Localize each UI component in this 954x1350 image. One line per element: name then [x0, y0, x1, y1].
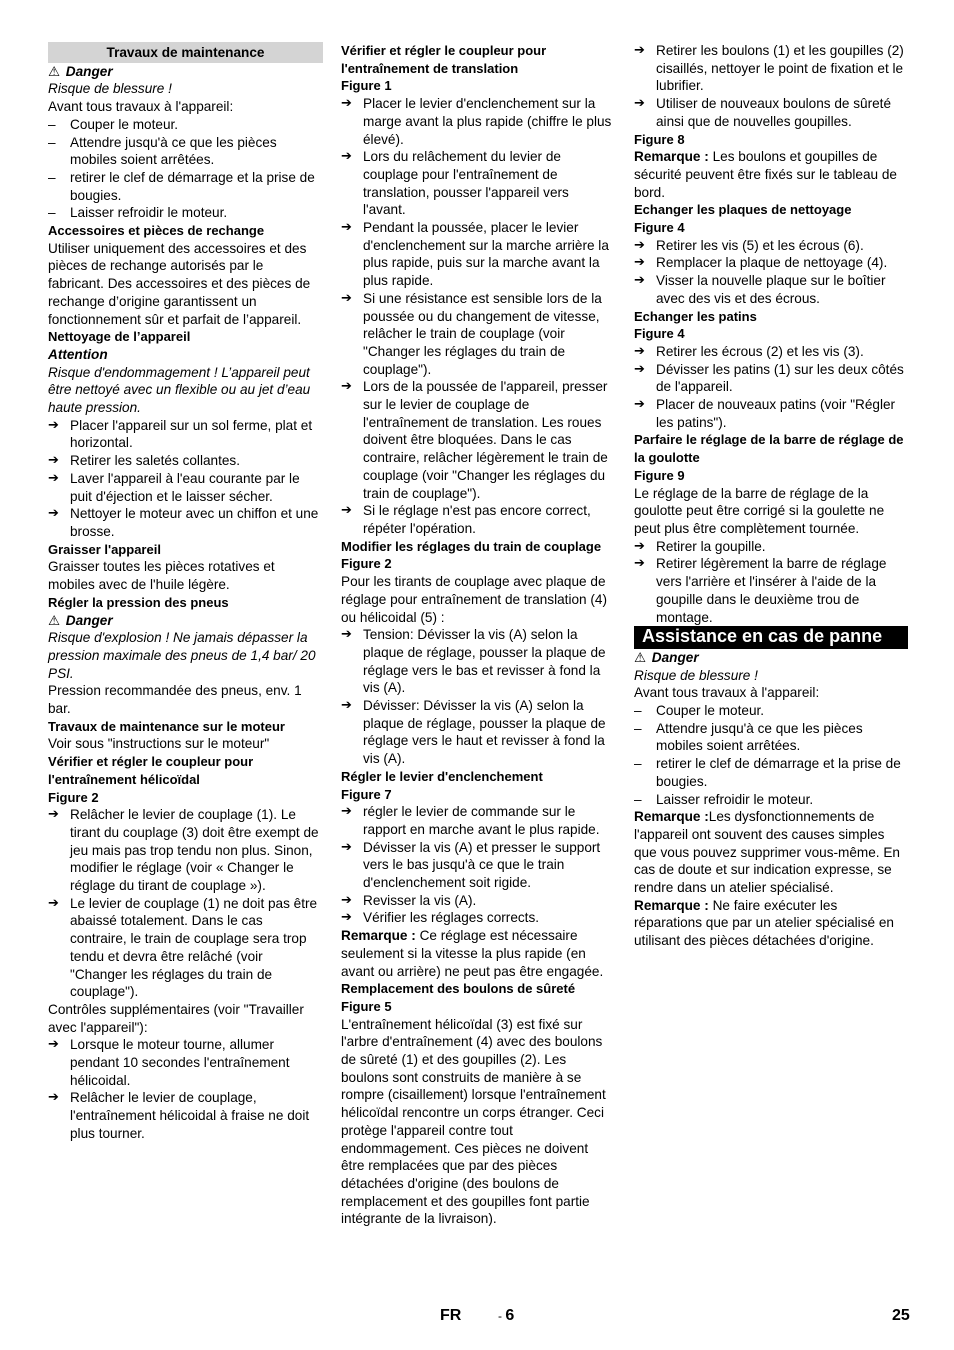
- page-dash: -: [498, 1309, 506, 1323]
- dash-item: – Couper le moteur.: [634, 702, 908, 720]
- arrow-step: ➔ Si le réglage n'est pas encore correct, répéter l'opération.: [341, 502, 613, 537]
- arrow-step: ➔ Dévisser les patins (1) sur les deux côtés de l'appareil.: [634, 361, 908, 396]
- figure-ref: Figure 5: [341, 998, 392, 1014]
- paragraph: Le réglage de la barre de réglage de la goulotte peut être corrigé si la goulette ne peut plus être complètement tournée.: [634, 485, 885, 536]
- remark: [634, 148, 908, 201]
- column-middle: [341, 42, 613, 1228]
- arrow-step: ➔ Lors de la poussée de l'appareil, presser sur le levier de couplage de l'entraînement de translation. Les roues doivent être bloquées. Dans le cas contraire, relâcher légèrement le train de couplage (voir "Changer les réglages du train de couplage").: [341, 378, 613, 502]
- arrow-step: ➔ Placer l'appareil sur un sol ferme, plat et horizontal.: [48, 417, 323, 452]
- arrow-step: ➔ Revisser la vis (A).: [341, 892, 613, 910]
- subheading: Echanger les patins: [634, 308, 757, 324]
- dash-item: – retirer le clef de démarrage et la prise de bougies.: [634, 755, 908, 790]
- warning-icon: ⚠: [48, 63, 61, 79]
- arrow-step: ➔ Relâcher le levier de couplage (1). Le tirant du couplage (3) doit être exempt de jeu mais pas trop tendu non plus. Sinon, modifier le réglage (voir « Changer le réglage du tirant de couplage »).: [48, 806, 323, 895]
- danger-label: [48, 63, 323, 81]
- arrow-step: ➔ Dévisser: Dévisser la vis (A) selon la plaque de réglage, pousser la plaque de réglage vers le haut et revisser à fond la vis (A).: [341, 697, 613, 768]
- section-title: Travaux de maintenance: [48, 42, 323, 63]
- italic-note: Risque de blessure !: [634, 667, 758, 683]
- dash-item: – Attendre jusqu'à ce que les pièces mobiles soient arrêtées.: [634, 720, 908, 755]
- subheading: Régler le levier d'enclenchement: [341, 768, 543, 784]
- language-code: FR: [440, 1307, 462, 1324]
- remark-label: Remarque :: [341, 928, 416, 944]
- paragraph: Contrôles supplémentaires (voir "Travailler avec l'appareil"):: [48, 1001, 304, 1035]
- figure-ref: Figure 2: [48, 789, 99, 805]
- remark: [341, 927, 613, 980]
- danger-text: Danger: [65, 612, 113, 628]
- arrow-step: ➔ Retirer la goupille.: [634, 538, 908, 556]
- subheading: Nettoyage de l’appareil: [48, 329, 191, 345]
- figure-ref: Figure 7: [341, 786, 392, 802]
- dash-item: – retirer le clef de démarrage et la prise de bougies.: [48, 169, 323, 204]
- dash-item: – Laisser refroidir le moteur.: [48, 204, 323, 222]
- arrow-step: ➔ Lorsque le moteur tourne, allumer pendant 10 secondes l'entraînement hélicoidal.: [48, 1036, 323, 1089]
- danger-text: Danger: [651, 649, 699, 665]
- figure-ref: Figure 1: [341, 78, 392, 94]
- arrow-step: ➔ Utiliser de nouveaux boulons de sûreté ainsi que de nouvelles goupilles.: [634, 95, 908, 130]
- subheading: Travaux de maintenance sur le moteur: [48, 718, 285, 734]
- subheading: Régler la pression des pneus: [48, 594, 229, 610]
- italic-note: Risque d'explosion ! Ne jamais dépasser la pression maximale des pneus de 1,4 bar/ 20 PSI.: [48, 630, 316, 681]
- column-right: [634, 42, 908, 950]
- page-number: 25: [892, 1307, 910, 1324]
- page-sub: 6: [505, 1307, 515, 1324]
- dash-item: – Laisser refroidir le moteur.: [634, 791, 908, 809]
- subheading: Echanger les plaques de nettoyage: [634, 202, 852, 218]
- arrow-step: ➔ Laver l'appareil à l'eau courante par le puit d'éjection et le laisser sécher.: [48, 470, 323, 505]
- remark-label: Remarque :: [634, 897, 709, 913]
- arrow-step: ➔ Retirer les boulons (1) et les goupilles (2) cisaillés, nettoyer le point de fixation et le lubrifier.: [634, 42, 908, 95]
- danger-label: [634, 649, 908, 667]
- warning-icon: ⚠: [48, 612, 61, 628]
- remark-label: Remarque :: [634, 809, 709, 825]
- subheading: Vérifier et régler le coupleur pour l'entraînement hélicoïdal: [48, 754, 254, 787]
- danger-text: Danger: [65, 63, 113, 79]
- remark-text: Les dysfonctionnements de l'appareil ont souvent des causes simples que vous pouvez supprimer vous-même. En cas de doute et sur indication expresse, se rendre dans un atelier spécialisé.: [634, 809, 900, 896]
- paragraph: Avant tous travaux à l'appareil:: [634, 685, 820, 701]
- subheading: Vérifier et régler le coupleur pour l'entraînement de translation: [341, 43, 547, 76]
- arrow-step: ➔ Nettoyer le moteur avec un chiffon et une brosse.: [48, 505, 323, 540]
- arrow-step: ➔ Retirer les saletés collantes.: [48, 452, 323, 470]
- arrow-step: ➔ régler le levier de commande sur le rapport en marche avant le plus rapide.: [341, 803, 613, 838]
- arrow-step: ➔ Retirer les vis (5) et les écrous (6).: [634, 237, 908, 255]
- attention-label: Attention: [48, 346, 108, 362]
- column-left: [48, 42, 323, 1143]
- remark-text: Ce réglage est nécessaire seulement si la vitesse la plus rapide (en avant ou arrière) ne peut pas être engagée.: [341, 928, 604, 979]
- dash-item: – Couper le moteur.: [48, 116, 323, 134]
- remark-text: Ne faire exécuter les réparations que par un atelier spécialisé en utilisant des pièces détachées d'origine.: [634, 897, 894, 949]
- section-page-number: [498, 1307, 514, 1325]
- warning-icon: ⚠: [634, 649, 647, 665]
- remark-label: Remarque :: [634, 149, 709, 165]
- arrow-step: ➔ Vérifier les réglages corrects.: [341, 909, 613, 927]
- figure-ref: Figure 4: [634, 326, 685, 342]
- paragraph: Graisser toutes les pièces rotatives et mobiles avec de l'huile légère.: [48, 559, 275, 593]
- figure-ref: Figure 9: [634, 467, 685, 483]
- paragraph: Voir sous "instructions sur le moteur": [48, 736, 270, 752]
- subheading: Remplacement des boulons de sûreté: [341, 981, 576, 997]
- paragraph: Pression recommandée des pneus, env. 1 bar.: [48, 683, 302, 717]
- figure-ref: Figure 8: [634, 131, 685, 147]
- arrow-step: ➔ Si une résistance est sensible lors de la poussée ou du changement de vitesse, relâcher le train de couplage (voir "Changer les réglages du train de couplage").: [341, 290, 613, 379]
- arrow-step: ➔ Le levier de couplage (1) ne doit pas être abaissé totalement. Dans le cas contraire, le train de couplage sera trop tendu et devra être relâché (voir "Changer les réglages du train de couplage").: [48, 895, 323, 1001]
- arrow-step: ➔ Dévisser la vis (A) et presser le support vers le bas jusqu'à ce que le train d'enclenchement soit rigide.: [341, 839, 613, 892]
- paragraph: Pour les tirants de couplage avec plaque de réglage pour entraînement de translation (4) ou hélicoidal (5) :: [341, 574, 607, 625]
- subheading: Graisser l'appareil: [48, 541, 161, 557]
- arrow-step: ➔ Retirer les écrous (2) et les vis (3).: [634, 343, 908, 361]
- arrow-step: ➔ Placer le levier d'enclenchement sur la marge avant la plus rapide (chiffre le plus élevé).: [341, 95, 613, 148]
- paragraph: Utiliser uniquement des accessoires et des pièces de rechange autorisés par le fabricant. Des accessoires et des pièces de rechange d’origine garantissent un fonctionnement sûr et parfait de l’appareil.: [48, 240, 311, 327]
- italic-note: Risque d'endommagement ! L’appareil peut être nettoyé avec un flexible ou au jet d’eau haute pression.: [48, 364, 311, 416]
- remark: [634, 808, 908, 897]
- danger-label: [48, 612, 323, 630]
- arrow-step: ➔ Retirer légèrement la barre de réglage vers l'arrière et l'insérer à l'aide de la goupille dans le deuxième trou de montage.: [634, 555, 908, 626]
- figure-ref: Figure 4: [634, 220, 685, 236]
- section-heading-bar: Assistance en cas de panne: [634, 626, 908, 649]
- paragraph: Avant tous travaux à l'appareil:: [48, 99, 234, 115]
- arrow-step: ➔ Pendant la poussée, placer le levier d'enclenchement sur la marche arrière la plus rapide, puis sur la marche avant la plus rapide.: [341, 219, 613, 290]
- figure-ref: Figure 2: [341, 556, 392, 572]
- subheading: Parfaire le réglage de la barre de réglage de la goulotte: [634, 432, 904, 466]
- arrow-step: ➔ Lors du relâchement du levier de couplage pour l'entraînement de translation, pousser l'appareil vers l'avant.: [341, 148, 613, 219]
- dash-item: – Attendre jusqu'à ce que les pièces mobiles soient arrêtées.: [48, 134, 323, 169]
- arrow-step: ➔ Remplacer la plaque de nettoyage (4).: [634, 254, 908, 272]
- paragraph: L'entraînement hélicoïdal (3) est fixé sur l'arbre d'entraînement (4) avec des boulons de sûreté (1) et des goupilles (2). Les boulons sont construits de manière à se rompre (cisaillement) lorsque l'entraînement hélicoïdal rencontre un corps étranger. Ceci protège l'appareil contre tout endommagement. Ces pièces ne doivent être remplacées que par des pièces détachées d'origine (des boulons de remplacement et des goupilles font partie intégrante de la livraison).: [341, 1016, 606, 1227]
- remark-text: Les boulons et goupilles de sécurité peuvent être fixés sur le tableau de bord.: [634, 149, 897, 200]
- arrow-step: ➔ Visser la nouvelle plaque sur le boîtier avec des vis et des écrous.: [634, 272, 908, 307]
- subheading: Modifier les réglages du train de couplage: [341, 538, 602, 554]
- arrow-step: ➔ Relâcher le levier de couplage, l'entraînement hélicoidal à fraise ne doit plus tourner.: [48, 1089, 323, 1142]
- remark: [634, 897, 908, 950]
- italic-note: Risque de blessure !: [48, 81, 172, 97]
- arrow-step: ➔ Placer de nouveaux patins (voir "Régler les patins").: [634, 396, 908, 431]
- subheading: Accessoires et pièces de rechange: [48, 223, 265, 239]
- arrow-step: ➔ Tension: Dévisser la vis (A) selon la plaque de réglage, pousser la plaque de réglage vers le bas et revisser à fond la vis (A).: [341, 626, 613, 697]
